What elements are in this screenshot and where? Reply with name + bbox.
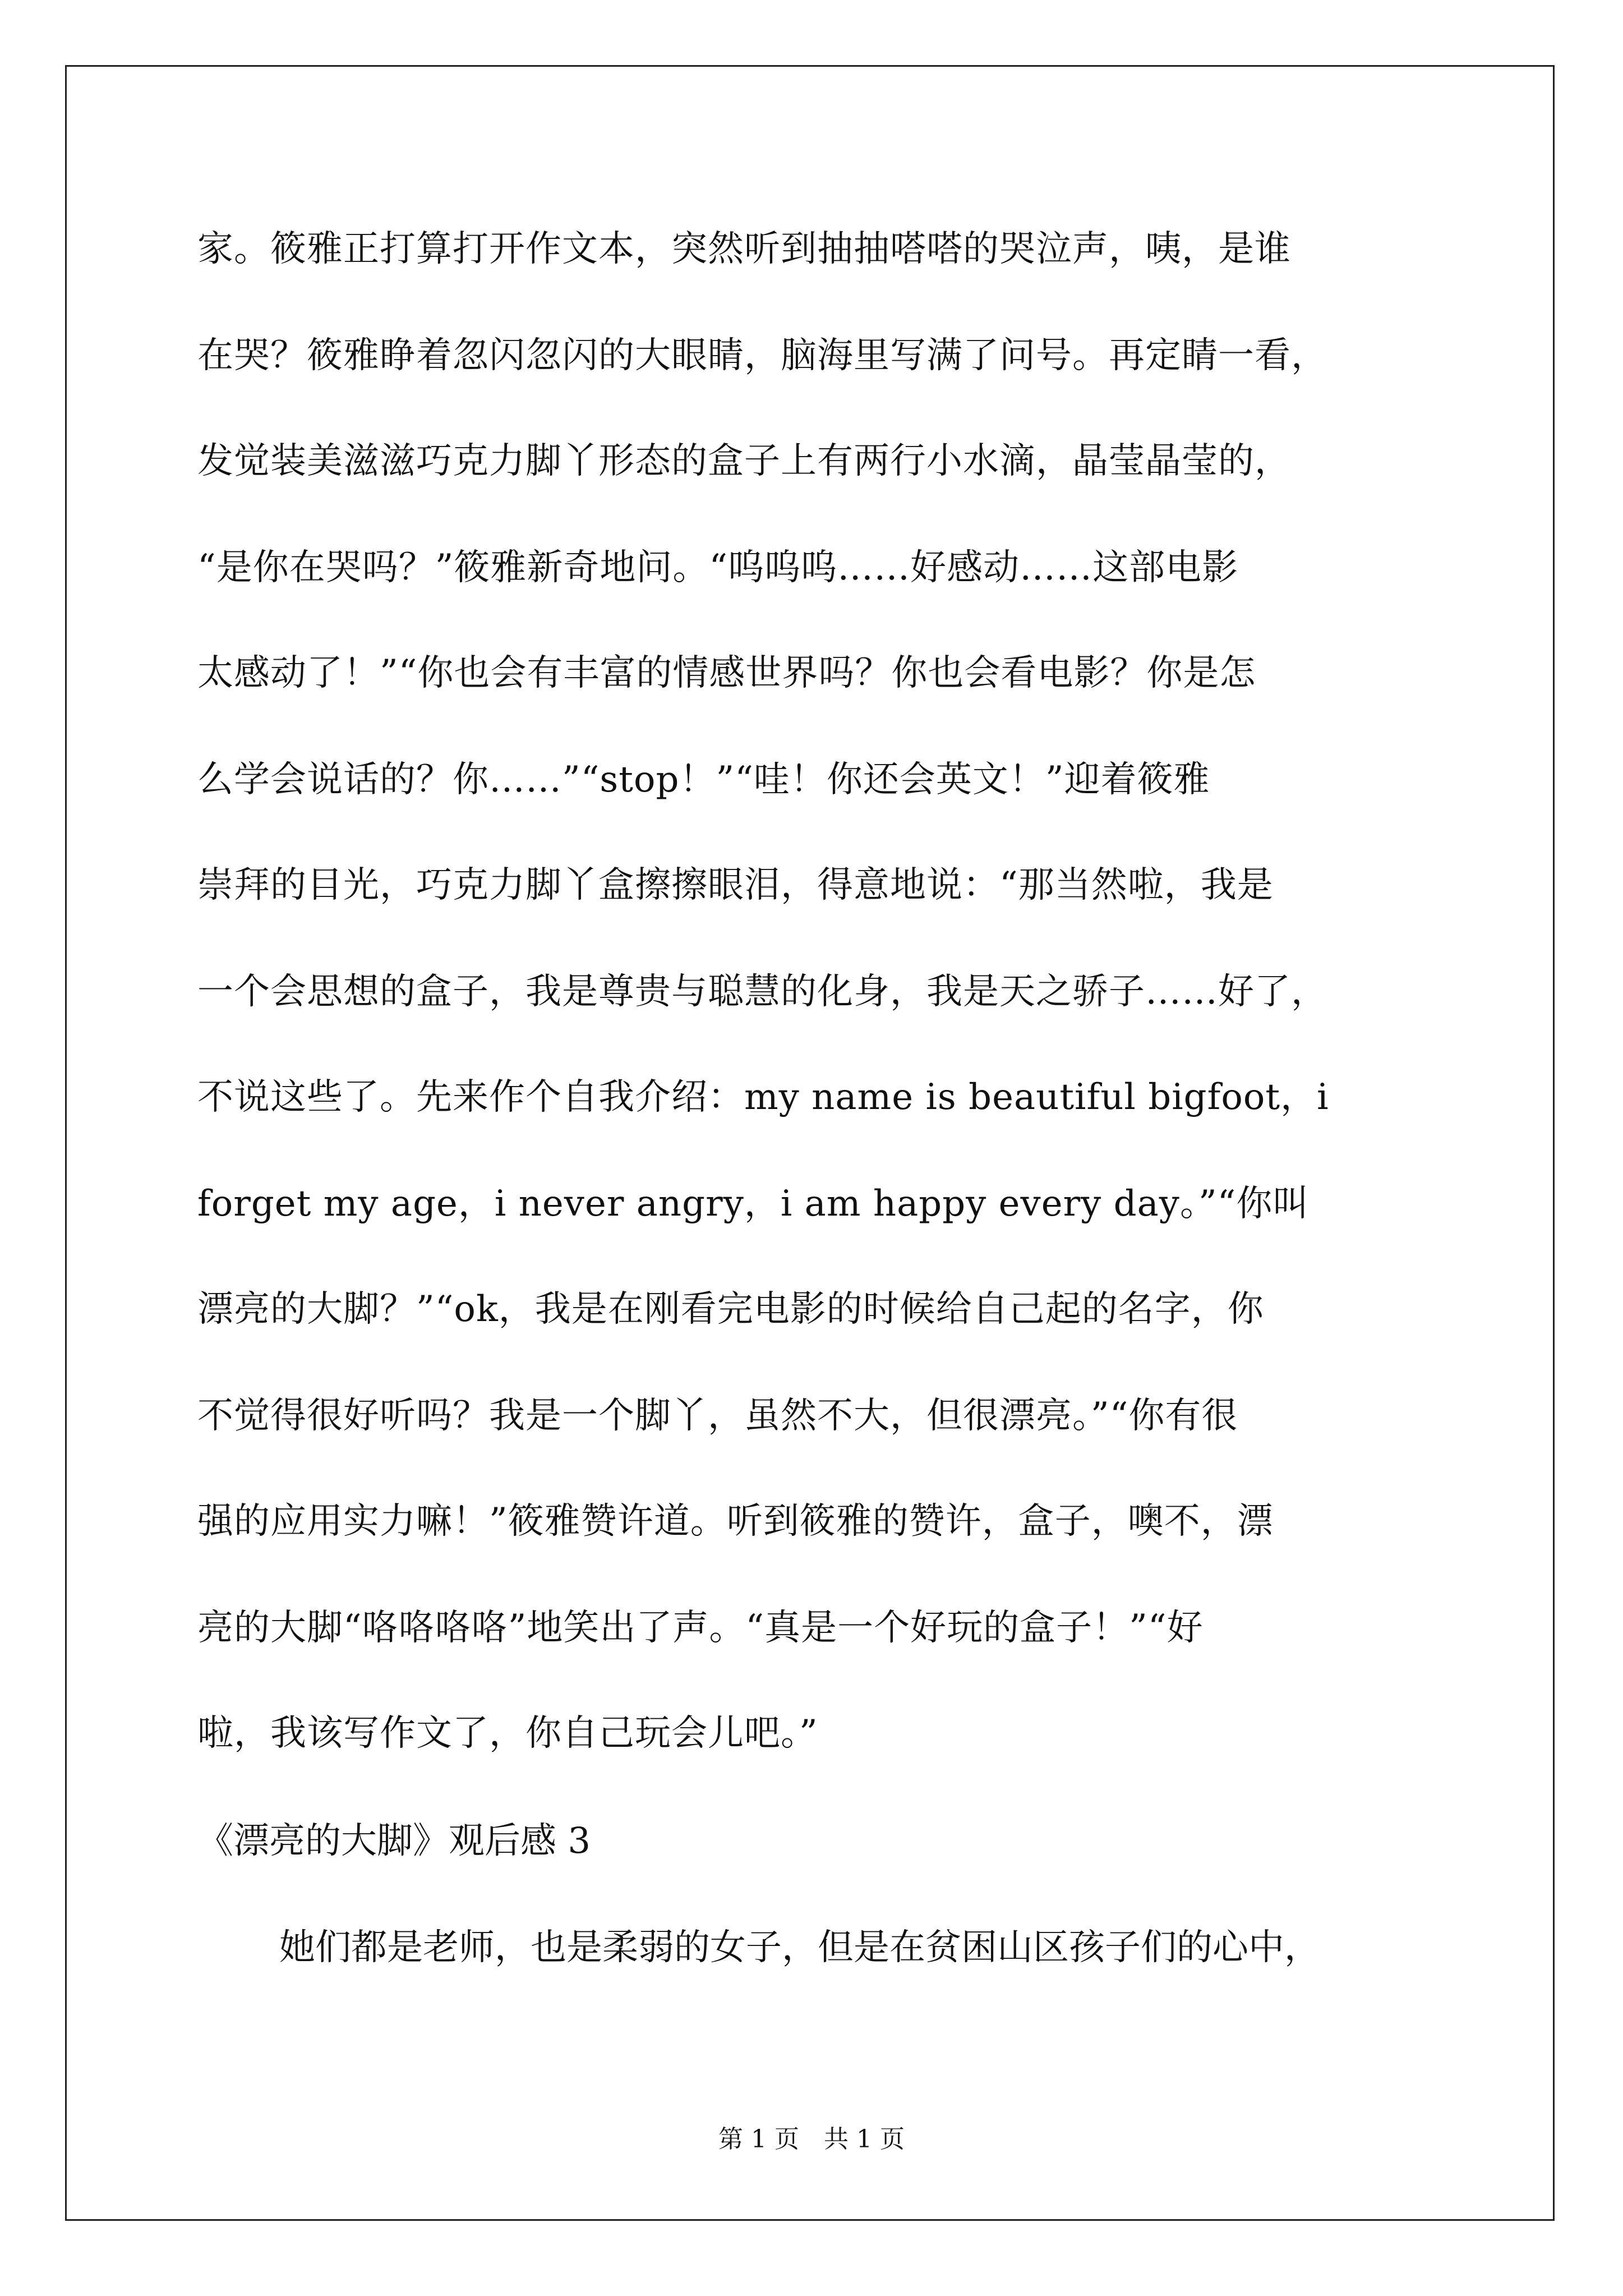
page-footer: 第 1 页 共 1 页 [718,2125,905,2154]
page-border [65,65,1555,2221]
text-line: 发觉装美滋滋巧克力脚丫形态的盒子上有两行小水滴，晶莹晶莹的， [197,440,1291,482]
text-line: 在哭？筱雅睁着忽闪忽闪的大眼睛，脑海里写满了问号。再定睛一看， [197,335,1327,376]
text-line: 一个会思想的盒子，我是尊贵与聪慧的化身，我是天之骄子……好了， [197,971,1327,1013]
text-line: 啦，我该写作文了，你自己玩会儿吧。” [197,1713,818,1754]
text-line: 亮的大脚“咯咯咯咯”地笑出了声。“真是一个好玩的盒子！”“好 [197,1607,1204,1649]
text-line: forget my age，i never angry，i am happy every day。”“你叫 [197,1183,1310,1225]
section-heading: 《漂亮的大脚》观后感 3 [197,1820,591,1862]
text-line: 崇拜的目光，巧克力脚丫盒擦擦眼泪，得意地说：“那当然啦，我是 [197,864,1274,906]
text-line: 不觉得很好听吗？我是一个脚丫，虽然不大，但很漂亮。”“你有很 [197,1395,1238,1437]
text-line: 太感动了！”“你也会有丰富的情感世界吗？你也会看电影？你是怎 [197,652,1256,694]
text-line: 强的应用实力嘛！”筱雅赞许道。听到筱雅的赞许，盒子，噢不，漂 [197,1501,1274,1542]
text-line: 家。筱雅正打算打开作文本，突然听到抽抽嗒嗒的哭泣声，咦，是谁 [197,228,1291,270]
text-line: 不说这些了。先来作个自我介绍：my name is beautiful bigfoot，i [197,1076,1329,1118]
paragraph-text: 她们都是老师，也是柔弱的女子，但是在贫困山区孩子们的心中， [279,1927,1320,1968]
text-line: 漂亮的大脚？”“ok，我是在刚看完电影的时候给自己起的名字，你 [197,1289,1264,1330]
text-line: “是你在哭吗？”筱雅新奇地问。“呜呜呜……好感动……这部电影 [197,547,1239,588]
text-line: 么学会说话的？你……”“stop！”“哇！你还会英文！”迎着筱雅 [197,759,1210,800]
